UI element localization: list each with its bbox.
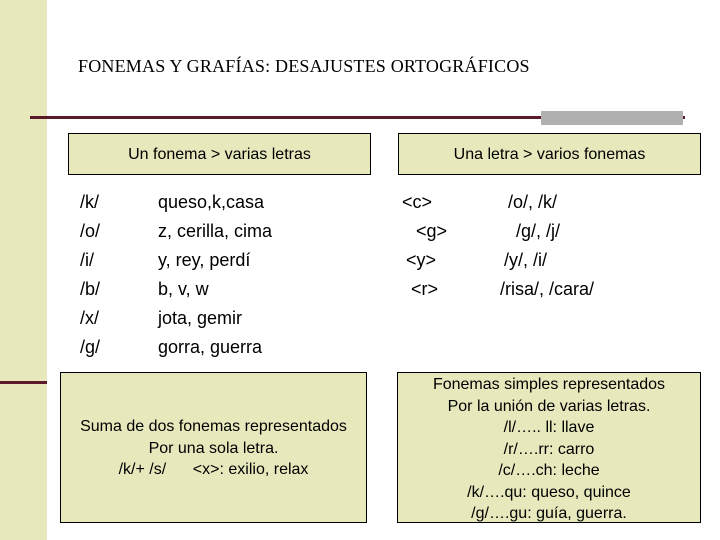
right-phonemes: /o/, /k/ — [508, 192, 558, 212]
left-header-label: Un fonema > varias letras — [128, 146, 311, 163]
bottom-right-line: Fonemas simples representados — [432, 376, 666, 393]
bottom-right-line: /l/….. ll: llave — [503, 419, 595, 436]
bottom-left-box — [60, 372, 367, 523]
left-phoneme: /b/ — [80, 279, 101, 299]
left-phoneme-column — [80, 188, 100, 362]
right-phonemes-column — [500, 188, 594, 304]
bottom-left-line: /k/+ /s/ <x>: exilio, relax — [118, 461, 309, 478]
left-phoneme: /g/ — [80, 337, 101, 357]
bottom-right-line: Por la unión de varias letras. — [447, 397, 651, 415]
left-phoneme: /k/ — [80, 192, 100, 212]
bottom-right-line: /c/….ch: leche — [498, 462, 600, 479]
left-phoneme: /x/ — [80, 308, 100, 328]
bottom-left-line: Por una sola letra. — [148, 439, 279, 457]
bottom-right-line: /g/….gu: guía, guerra. — [471, 505, 627, 522]
left-examples: y, rey, perdí — [158, 250, 251, 270]
right-letter: <c> — [402, 192, 433, 212]
title-rule-accent — [541, 111, 683, 125]
slide-title: FONEMAS Y GRAFÍAS: DESAJUSTES ORTOGRÁFICOS — [78, 56, 530, 76]
right-letter: <g> — [416, 221, 448, 241]
right-phonemes: /y/, /i/ — [504, 250, 548, 270]
left-header-box — [68, 133, 371, 175]
left-examples: queso,k,casa — [158, 192, 265, 212]
right-phonemes: /risa/, /cara/ — [500, 279, 595, 299]
right-phonemes: /g/, /j/ — [516, 221, 561, 241]
right-letter-column — [402, 188, 447, 304]
right-letter: <y> — [406, 250, 437, 270]
left-examples: jota, gemir — [158, 308, 243, 328]
bottom-right-line: /k/….qu: queso, quince — [467, 483, 631, 501]
right-header-box — [398, 133, 701, 175]
bottom-left-line: Suma de dos fonemas representados — [80, 418, 347, 435]
right-letter: <r> — [411, 279, 439, 299]
side-bar-stripe — [0, 381, 47, 384]
left-examples: z, cerilla, cima — [158, 221, 273, 241]
left-examples: gorra, guerra — [158, 337, 263, 357]
left-examples: b, v, w — [158, 279, 209, 299]
bottom-right-box — [397, 372, 701, 523]
left-phoneme: /i/ — [80, 250, 95, 270]
left-examples-column — [158, 188, 272, 362]
side-bar — [0, 0, 47, 540]
left-phoneme: /o/ — [80, 221, 101, 241]
bottom-right-line: /r/….rr: carro — [503, 440, 595, 458]
right-header-label: Una letra > varios fonemas — [453, 146, 646, 163]
